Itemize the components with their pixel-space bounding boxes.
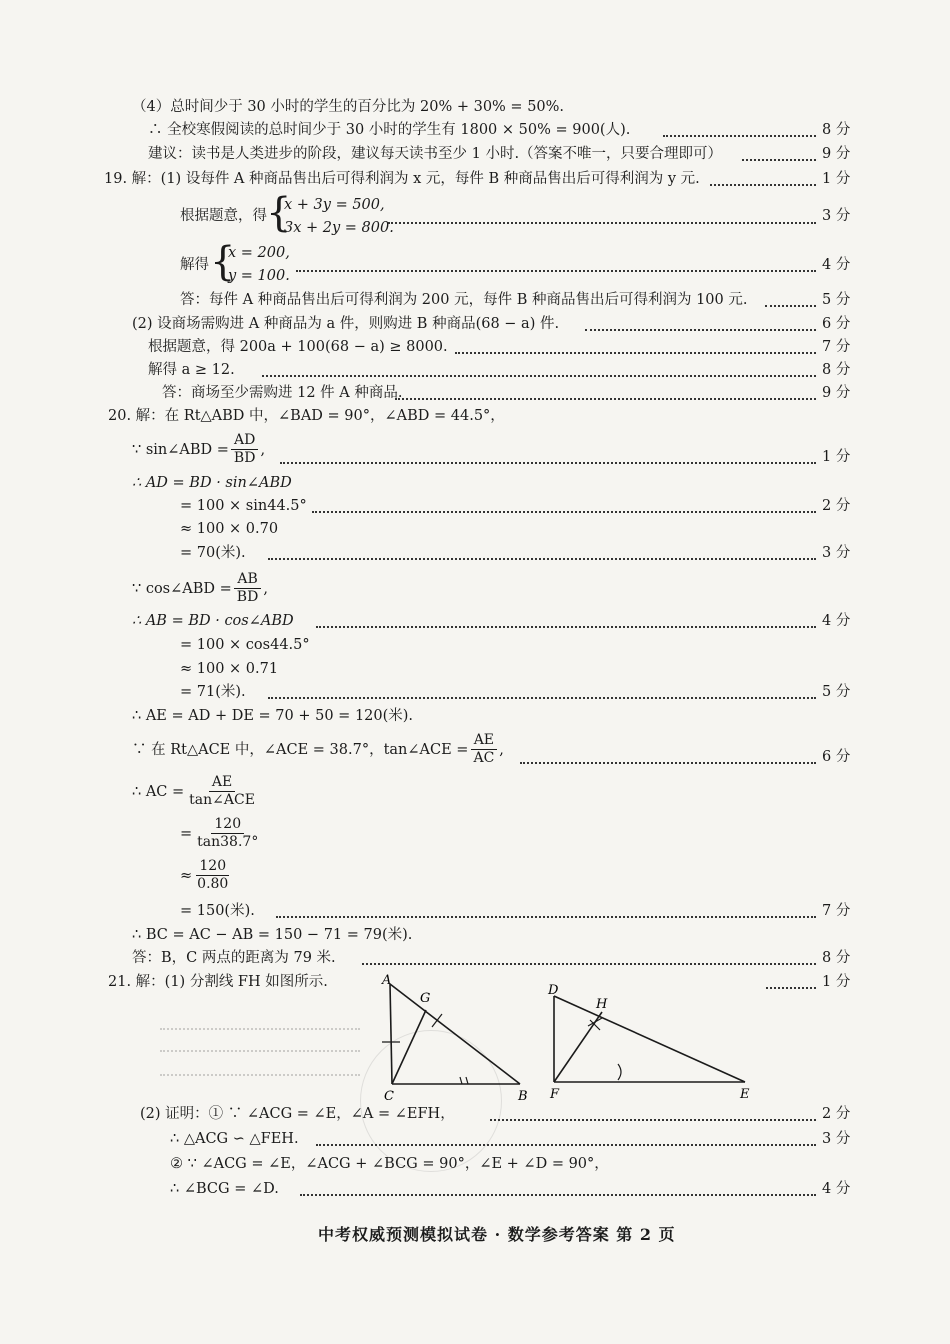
q20-ab-step2: ≈ 100 × 0.71 bbox=[180, 661, 279, 677]
score-7b: 7 分 bbox=[822, 903, 851, 919]
fraction-denominator: 0.80 bbox=[197, 876, 229, 892]
leader-dots bbox=[268, 697, 816, 699]
fraction-denominator: tan38.7° bbox=[197, 834, 259, 850]
leader-dots bbox=[455, 352, 816, 354]
leader-dots bbox=[388, 222, 816, 224]
q20-ad-result: = 70(米). bbox=[180, 545, 246, 561]
q20-ac-step1: = $\frac{120}{\tan 38.7^\circ}$ bbox=[180, 816, 263, 851]
score-1b: 1 分 bbox=[822, 449, 851, 465]
score-9: 9 分 bbox=[822, 146, 851, 162]
score-3b: 3 分 bbox=[822, 545, 851, 561]
fraction-denominator: AC bbox=[473, 750, 495, 766]
fraction-ad-bd bbox=[231, 432, 259, 467]
q20-intro-line: 20. 解：在 Rt△ABD 中，∠BAD = 90°，∠ABD = 44.5°， bbox=[108, 408, 505, 424]
q18-part4-line: （4）总时间少于 30 小时的学生的百分比为 20% + 30% = 50%. bbox=[132, 99, 565, 115]
q20-ac-step2: ≈ $\frac{120}{0.80}$ bbox=[180, 858, 233, 893]
q19-eq2: 3x + 2y = 800. bbox=[284, 220, 394, 236]
q20-ae-line: ∴ AE = AD + DE = 70 + 50 = 120(米). bbox=[132, 708, 414, 724]
ghost-dots bbox=[160, 1028, 360, 1030]
triangle-figure-left bbox=[370, 972, 540, 1107]
q19-part2-line: (2) 设商场需购进 A 种商品为 a 件，则购进 B 种商品(68 − a) 件. bbox=[132, 316, 560, 332]
q21-part1-line: 21. 解：(1) 分割线 FH 如图所示. bbox=[108, 974, 328, 990]
q19-sol-y: y = 100. bbox=[228, 268, 290, 284]
q21-angle-line: ② ∵ ∠ACG = ∠E，∠ACG + ∠BCG = 90°，∠E + ∠D = 90°， bbox=[170, 1156, 609, 1172]
vertex-label-e: E bbox=[740, 1087, 750, 1102]
leader-dots bbox=[520, 762, 816, 764]
q20-ad-step1: = 100 × sin44.5° bbox=[180, 498, 307, 514]
score-8c: 8 分 bbox=[822, 950, 851, 966]
q20-sin-label: ∵ sin∠ABD = bbox=[132, 441, 229, 458]
q18-suggestion-line: 建议：读书是人类进步的阶段，建议每天读书至少 1 小时.（答案不唯一，只要合理即可） bbox=[148, 146, 723, 162]
ghost-dots bbox=[160, 1050, 360, 1052]
q19-setup-text: 19. 解：(1) 设每件 A 种商品售出后可得利润为 x 元，每件 B 种商品售出后可得利润为 y 元. bbox=[104, 171, 700, 187]
fraction-numerator: 120 bbox=[196, 858, 229, 876]
score-3: 3 分 bbox=[822, 208, 851, 224]
q20-ad-line: ∴ AD = BD · sin∠ABD bbox=[132, 475, 292, 491]
score-5b: 5 分 bbox=[822, 684, 851, 700]
q19-inequality-line: 根据题意，得 200a + 100(68 − a) ≥ 8000. bbox=[148, 339, 448, 355]
fraction-120-tan bbox=[194, 816, 261, 851]
q20-answer-line: 答：B，C 两点的距离为 79 米. bbox=[132, 950, 336, 966]
q20-tan-def: ∵ 在 Rt△ACE 中，∠ACE = 38.7°，tan∠ACE = $\frac{AE}{AC}$ , bbox=[132, 732, 504, 766]
score-7: 7 分 bbox=[822, 339, 851, 355]
q20-ab-result: = 71(米). bbox=[180, 684, 246, 700]
triangle-figure-right bbox=[540, 982, 765, 1107]
score-5: 5 分 bbox=[822, 292, 851, 308]
leader-dots bbox=[663, 135, 816, 137]
vertex-label-g: G bbox=[420, 991, 431, 1006]
leader-dots bbox=[742, 159, 816, 161]
score-4c: 4 分 bbox=[822, 1181, 851, 1197]
leader-dots bbox=[395, 398, 816, 400]
q19-answer-line: 答：每件 A 种商品售出后可得利润为 200 元，每件 B 种商品售出后可得利润为 100 元. bbox=[180, 292, 748, 308]
q21-conclusion-line: ∴ ∠BCG = ∠D. bbox=[170, 1181, 279, 1197]
leader-dots bbox=[766, 987, 816, 989]
leader-dots bbox=[316, 1144, 816, 1146]
q20-tan-label: ∵ 在 Rt△ACE 中，∠ACE = 38.7°，tan∠ACE = bbox=[132, 741, 469, 758]
ghost-dots bbox=[160, 1074, 360, 1076]
score-3c: 3 分 bbox=[822, 1131, 851, 1147]
fraction-numerator: AD bbox=[231, 432, 258, 450]
q20-ac-def bbox=[132, 774, 260, 809]
fraction-denominator: tan∠ACE bbox=[189, 792, 255, 808]
score-4: 4 分 bbox=[822, 257, 851, 273]
score-6b: 6 分 bbox=[822, 749, 851, 765]
leader-dots bbox=[268, 558, 816, 560]
brace-icon: { bbox=[210, 239, 236, 285]
page-footer: 中考权威预测模拟试卷 · 数学参考答案 第 2 页 bbox=[318, 1225, 676, 1244]
vertex-label-b: B bbox=[518, 1089, 528, 1104]
fraction-ae-tan bbox=[186, 774, 258, 809]
score-8: 8 分 bbox=[822, 122, 851, 138]
leader-dots bbox=[300, 1194, 816, 1196]
leader-dots bbox=[316, 626, 816, 628]
leader-dots bbox=[262, 375, 816, 377]
q20-bc-line: ∴ BC = AC − AB = 150 − 71 = 79(米). bbox=[132, 927, 413, 943]
q19-solution-label: 解得 bbox=[180, 257, 209, 273]
score-8b: 8 分 bbox=[822, 362, 851, 378]
fraction-numerator: AB bbox=[234, 571, 260, 589]
fraction-ae-ac bbox=[470, 732, 497, 767]
score-4b: 4 分 bbox=[822, 613, 851, 629]
score-2: 2 分 bbox=[822, 498, 851, 514]
leader-dots bbox=[710, 184, 816, 186]
vertex-label-a: A bbox=[382, 973, 392, 988]
fraction-120-080 bbox=[194, 858, 231, 893]
q19-setup-line bbox=[104, 170, 700, 188]
leader-dots bbox=[765, 305, 816, 307]
brace-icon: { bbox=[266, 190, 292, 236]
q19-sol-x: x = 200, bbox=[228, 245, 290, 261]
leader-dots bbox=[585, 329, 816, 331]
leader-dots bbox=[490, 1119, 816, 1121]
q18-total-line: ∴ 全校寒假阅读的总时间少于 30 小时的学生有 1800 × 50% = 900(人). bbox=[148, 122, 631, 138]
fraction-numerator: AE bbox=[209, 774, 235, 792]
q20-ad-step2: ≈ 100 × 0.70 bbox=[180, 521, 279, 537]
q20-ac-result: = 150(米). bbox=[180, 903, 255, 919]
leader-dots bbox=[312, 511, 816, 513]
q20-sin-def: ∵ sin∠ABD = $\frac{AD}{BD}$ , bbox=[132, 432, 266, 466]
score-1c: 1 分 bbox=[822, 974, 851, 990]
vertex-label-h: H bbox=[596, 997, 608, 1012]
fraction-denominator: BD bbox=[236, 589, 259, 605]
score-1: 1 分 bbox=[822, 171, 851, 187]
q20-ab-line: ∴ AB = BD · cos∠ABD bbox=[132, 613, 294, 629]
vertex-label-f: F bbox=[550, 1087, 560, 1102]
vertex-label-c: C bbox=[384, 1089, 394, 1104]
q19-system-label: 根据题意，得 bbox=[180, 208, 267, 224]
leader-dots bbox=[362, 963, 816, 965]
q20-ac-label: ∴ AC = bbox=[132, 783, 185, 800]
fraction-denominator: BD bbox=[233, 450, 256, 466]
fraction-numerator: AE bbox=[471, 732, 497, 750]
leader-dots bbox=[296, 270, 816, 272]
q20-cos-def: ∵ cos∠ABD = $\frac{AB}{BD}$ , bbox=[132, 571, 268, 605]
fraction-ab-bd bbox=[234, 571, 262, 606]
q19-final-answer: 答：商场至少需购进 12 件 A 种商品. bbox=[162, 385, 403, 401]
leader-dots bbox=[276, 916, 816, 918]
q21-part2-line: (2) 证明：① ∵ ∠ACG = ∠E，∠A = ∠EFH， bbox=[140, 1106, 455, 1122]
vertex-label-d: D bbox=[548, 983, 559, 998]
q20-cos-label: ∵ cos∠ABD = bbox=[132, 580, 232, 597]
q19-eq1: x + 3y = 500, bbox=[284, 197, 385, 213]
score-9b: 9 分 bbox=[822, 385, 851, 401]
q20-ab-step1: = 100 × cos44.5° bbox=[180, 637, 310, 653]
fraction-numerator: 120 bbox=[211, 816, 244, 834]
leader-dots bbox=[280, 462, 816, 464]
score-2b: 2 分 bbox=[822, 1106, 851, 1122]
score-6: 6 分 bbox=[822, 316, 851, 332]
q21-similar-line: ∴ △ACG ∽ △FEH. bbox=[170, 1131, 299, 1147]
q19-solve-line: 解得 a ≥ 12. bbox=[148, 362, 235, 378]
